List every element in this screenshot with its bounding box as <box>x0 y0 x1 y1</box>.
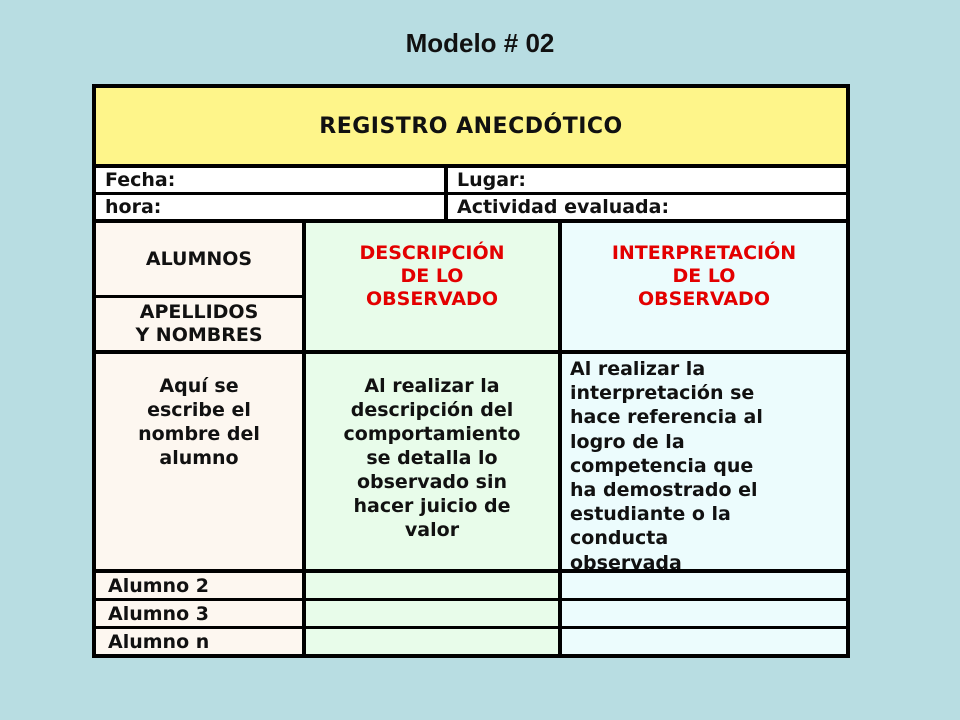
hora-field[interactable]: hora: <box>96 195 444 219</box>
student-row-descripcion[interactable] <box>306 629 558 654</box>
student-row-name: Alumno 2 <box>96 573 302 598</box>
example-descripcion-cell: Al realizar la descripción del comportamiento se detalla lo observado sin hacer juicio de valor <box>306 354 558 569</box>
anecdotal-record-form <box>92 84 850 658</box>
student-row-interpretacion[interactable] <box>562 629 846 654</box>
column-header-descripcion: DESCRIPCIÓN DE LO OBSERVADO <box>306 223 558 350</box>
fecha-field[interactable]: Fecha: <box>96 168 444 192</box>
form-heading: REGISTRO ANECDÓTICO <box>96 88 846 164</box>
student-row-interpretacion[interactable] <box>562 601 846 626</box>
student-row-name: Alumno n <box>96 629 302 654</box>
example-alumno-cell: Aquí se escribe el nombre del alumno <box>96 354 302 569</box>
column-header-alumnos: ALUMNOS <box>96 223 302 295</box>
lugar-field[interactable]: Lugar: <box>448 168 846 192</box>
student-row-descripcion[interactable] <box>306 601 558 626</box>
example-interpretacion-cell: Al realizar la interpretación se hace referencia al logro de la competencia que ha demostrado el estudiante o la conducta observada <box>562 354 846 569</box>
actividad-field[interactable]: Actividad evaluada: <box>448 195 846 219</box>
student-row-name: Alumno 3 <box>96 601 302 626</box>
student-row-descripcion[interactable] <box>306 573 558 598</box>
student-row-interpretacion[interactable] <box>562 573 846 598</box>
column-header-apellidos: APELLIDOS Y NOMBRES <box>96 298 302 350</box>
column-header-interpretacion: INTERPRETACIÓN DE LO OBSERVADO <box>562 223 846 350</box>
page-title: Modelo # 02 <box>405 28 555 58</box>
